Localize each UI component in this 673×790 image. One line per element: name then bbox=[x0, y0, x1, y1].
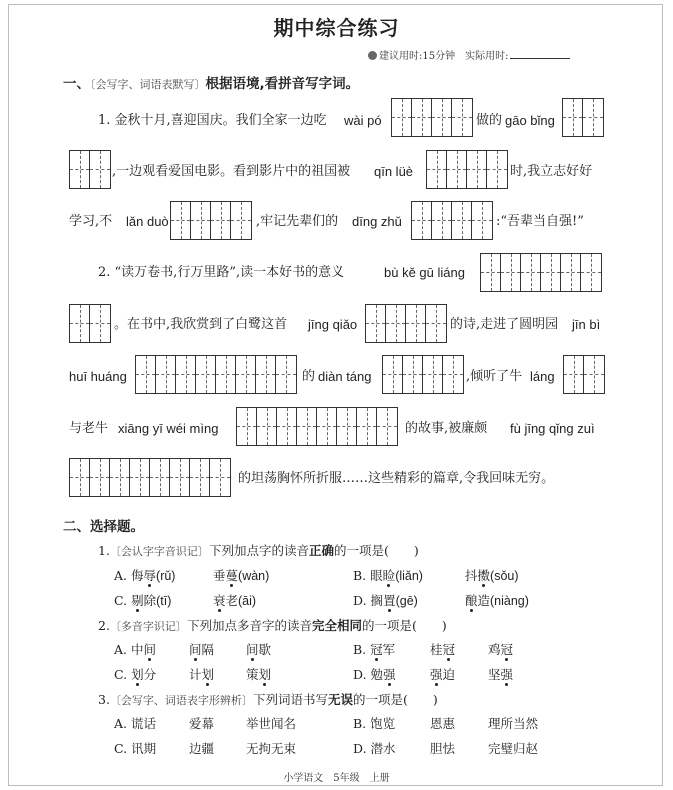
answer-grid[interactable] bbox=[135, 355, 297, 394]
pinyin: bù kě gū liáng bbox=[384, 265, 465, 280]
p1-text: 时,我立志好好 bbox=[510, 164, 593, 179]
p1-text: 做的 bbox=[476, 113, 503, 128]
question-1: 1.〔会认字字音识记〕下列加点字的读音正确的一项是( ) bbox=[98, 543, 419, 558]
answer-grid[interactable] bbox=[480, 253, 602, 292]
option-1C[interactable]: C. 剔除(tī) bbox=[114, 593, 172, 608]
actual-time-blank[interactable] bbox=[510, 49, 570, 59]
p2-text: 的 bbox=[302, 369, 316, 384]
question-3: 3.〔会写字、词语表字形辨析〕下列词语书写无误的一项是( ) bbox=[98, 692, 438, 707]
option-2B[interactable]: B. 冠军 bbox=[353, 642, 396, 657]
p1-text: 学习,不 bbox=[69, 214, 113, 229]
option-1D-2: 酿造(niàng) bbox=[465, 593, 529, 608]
pinyin: fù jīng qǐng zuì bbox=[510, 421, 595, 436]
option-3D[interactable]: D. 潜水 bbox=[353, 741, 396, 756]
option-2A-2: 间隔 bbox=[189, 642, 215, 657]
answer-grid[interactable] bbox=[69, 458, 231, 497]
option-3D-3: 完璧归赵 bbox=[488, 741, 539, 756]
pinyin: láng bbox=[530, 369, 555, 384]
answer-grid[interactable] bbox=[382, 355, 464, 394]
option-3B-3: 理所当然 bbox=[488, 716, 539, 731]
p1-text: :“吾辈当自强!” bbox=[496, 214, 584, 229]
pinyin: diàn táng bbox=[318, 369, 372, 384]
option-1A-2: 垂蔓(wàn) bbox=[213, 568, 270, 583]
answer-grid[interactable] bbox=[426, 150, 508, 189]
p1-text: 1. 金秋十月,喜迎国庆。我们全家一边吃 bbox=[98, 113, 327, 128]
option-2C[interactable]: C. 划分 bbox=[114, 667, 157, 682]
actual-time-label: 实际用时: bbox=[465, 51, 509, 62]
page-title: 期中综合练习 bbox=[273, 16, 400, 40]
option-3C-3: 无拘无束 bbox=[246, 741, 297, 756]
section1-instruction: 根据语境,看拼音写字词。 bbox=[205, 76, 360, 92]
option-2B-3: 鸡冠 bbox=[488, 642, 514, 657]
answer-grid[interactable] bbox=[236, 407, 398, 446]
pinyin: dīng zhǔ bbox=[352, 214, 402, 229]
section1-tag: 〔会写字、词语表默写〕 bbox=[90, 78, 206, 91]
option-2D[interactable]: D. 勉强 bbox=[353, 667, 396, 682]
option-2B-2: 桂冠 bbox=[430, 642, 456, 657]
option-3C-2: 边疆 bbox=[189, 741, 215, 756]
option-2C-2: 计划 bbox=[189, 667, 215, 682]
option-2A[interactable]: A. 中间 bbox=[114, 642, 157, 657]
option-1B-2: 抖擞(sǒu) bbox=[465, 568, 519, 583]
answer-grid[interactable] bbox=[411, 201, 493, 240]
option-1A[interactable]: A. 侮辱(rǔ) bbox=[114, 568, 176, 583]
option-2D-3: 坚强 bbox=[488, 667, 514, 682]
option-2A-3: 间歇 bbox=[246, 642, 272, 657]
option-3C[interactable]: C. 讯期 bbox=[114, 741, 157, 756]
option-1D[interactable]: D. 搁置(gē) bbox=[353, 593, 418, 608]
answer-grid[interactable] bbox=[69, 150, 111, 189]
p2-text: 2. “读万卷书,行万里路”,读一本好书的意义 bbox=[98, 265, 345, 280]
pinyin: jīng qiǎo bbox=[308, 317, 358, 332]
option-3A-3: 举世闻名 bbox=[246, 716, 297, 731]
pinyin: qīn lüè bbox=[374, 164, 414, 179]
apple-icon bbox=[368, 51, 377, 60]
option-3B-2: 恩惠 bbox=[430, 716, 456, 731]
pinyin: jīn bì bbox=[572, 317, 601, 332]
answer-grid[interactable] bbox=[563, 355, 605, 394]
pinyin: gāo bǐng bbox=[505, 113, 555, 128]
option-3B[interactable]: B. 饱览 bbox=[353, 716, 396, 731]
p2-text: 的坦荡胸怀所折服……这些精彩的篇章,令我回味无穷。 bbox=[238, 471, 555, 486]
answer-grid[interactable] bbox=[562, 98, 604, 137]
option-3A[interactable]: A. 谎话 bbox=[114, 716, 157, 731]
p1-text: ,牢记先辈们的 bbox=[256, 214, 339, 229]
suggested-time: 建议用时:15分钟 bbox=[379, 51, 456, 62]
time-info bbox=[368, 47, 570, 62]
page-footer: 小学语文 5年级 上册 bbox=[283, 773, 390, 784]
pinyin: xiāng yī wéi mìng bbox=[118, 421, 219, 436]
answer-grid[interactable] bbox=[170, 201, 252, 240]
p2-text: ,倾听了牛 bbox=[466, 369, 523, 384]
p1-text: ,一边观看爱国电影。看到影片中的祖国被 bbox=[112, 164, 351, 179]
p2-text: 。在书中,我欣赏到了白鹭这首 bbox=[114, 317, 288, 332]
option-1B[interactable]: B. 眼睑(liǎn) bbox=[353, 568, 423, 583]
option-2C-3: 策划 bbox=[246, 667, 272, 682]
p2-text: 的故事,被廉颇 bbox=[405, 421, 488, 436]
answer-grid[interactable] bbox=[391, 98, 473, 137]
option-1C-2: 衰老(āi) bbox=[213, 593, 257, 608]
pinyin: wài pó bbox=[344, 113, 382, 128]
option-2D-2: 强迫 bbox=[430, 667, 456, 682]
pinyin: lǎn duò bbox=[126, 214, 169, 229]
answer-grid[interactable] bbox=[365, 304, 447, 343]
option-3D-2: 胆怯 bbox=[430, 741, 456, 756]
p2-text: 的诗,走进了圆明园 bbox=[450, 317, 559, 332]
answer-grid[interactable] bbox=[69, 304, 111, 343]
section2-heading: 二、选择题。 bbox=[63, 519, 144, 535]
p2-text: 与老牛 bbox=[69, 421, 109, 436]
pinyin: huī huáng bbox=[69, 369, 127, 384]
option-3A-2: 爱幕 bbox=[189, 716, 215, 731]
section1-heading: 一、〔会写字、词语表默写〕根据语境,看拼音写字词。 bbox=[63, 76, 360, 92]
question-2: 2.〔多音字识记〕下列加点多音字的读音完全相同的一项是( ) bbox=[98, 618, 447, 633]
